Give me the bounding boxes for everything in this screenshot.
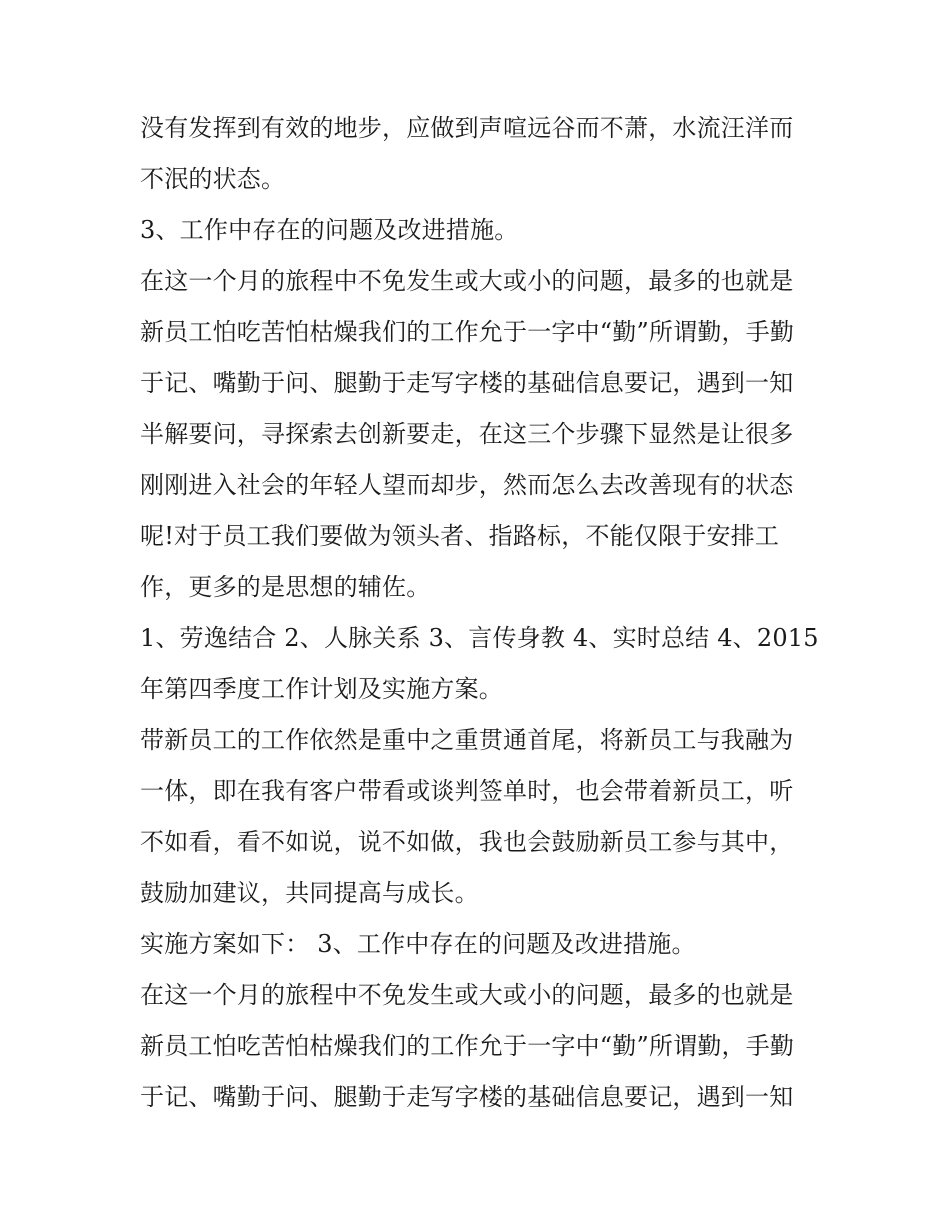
- text-line: 半解要问，寻探索去创新要走，在这三个步骤下显然是让很多: [140, 420, 794, 448]
- section-heading: 3、工作中存在的问题及改进措施。: [140, 216, 519, 244]
- text-line: 带新员工的工作依然是重中之重贯通首尾，将新员工与我融为: [140, 726, 794, 754]
- text-line: 于记、嘴勤于问、腿勤于走写字楼的基础信息要记，遇到一知: [140, 369, 794, 397]
- text-line: 不如看，看不如说，说不如做，我也会鼓励新员工参与其中，: [140, 828, 794, 856]
- text-line: 鼓励加建议，共同提高与成长。: [140, 879, 479, 907]
- body-text: [140, 103, 820, 1123]
- list-line: 1、劳逸结合 2、人脉关系 3、言传身教 4、实时总结 4、2015: [140, 624, 819, 652]
- text-line: 不泯的状态。: [140, 165, 286, 193]
- text-line: 在这一个月的旅程中不免发生或大或小的问题，最多的也就是: [140, 981, 794, 1009]
- text-line: 作，更多的是思想的辅佐。: [140, 573, 431, 601]
- section-heading: 实施方案如下： 3、工作中存在的问题及改进措施。: [140, 930, 696, 958]
- text-line: 新员工怕吃苦怕枯燥我们的工作允于一字中“勤”所谓勤，手勤: [140, 1032, 795, 1060]
- text-line: 呢!对于员工我们要做为领头者、指路标，不能仅限于安排工: [140, 522, 780, 550]
- text-line: 在这一个月的旅程中不免发生或大或小的问题，最多的也就是: [140, 267, 794, 295]
- text-line: 于记、嘴勤于问、腿勤于走写字楼的基础信息要记，遇到一知: [140, 1083, 794, 1111]
- text-line: 一体，即在我有客户带看或谈判签单时，也会带着新员工，听: [140, 777, 794, 805]
- text-line: 刚刚进入社会的年轻人望而却步，然而怎么去改善现有的状态: [140, 471, 794, 499]
- text-line: 年第四季度工作计划及实施方案。: [140, 675, 503, 703]
- text-line: 没有发挥到有效的地步，应做到声喧远谷而不萧，水流汪洋而: [140, 114, 794, 142]
- text-line: 新员工怕吃苦怕枯燥我们的工作允于一字中“勤”所谓勤，手勤: [140, 318, 795, 346]
